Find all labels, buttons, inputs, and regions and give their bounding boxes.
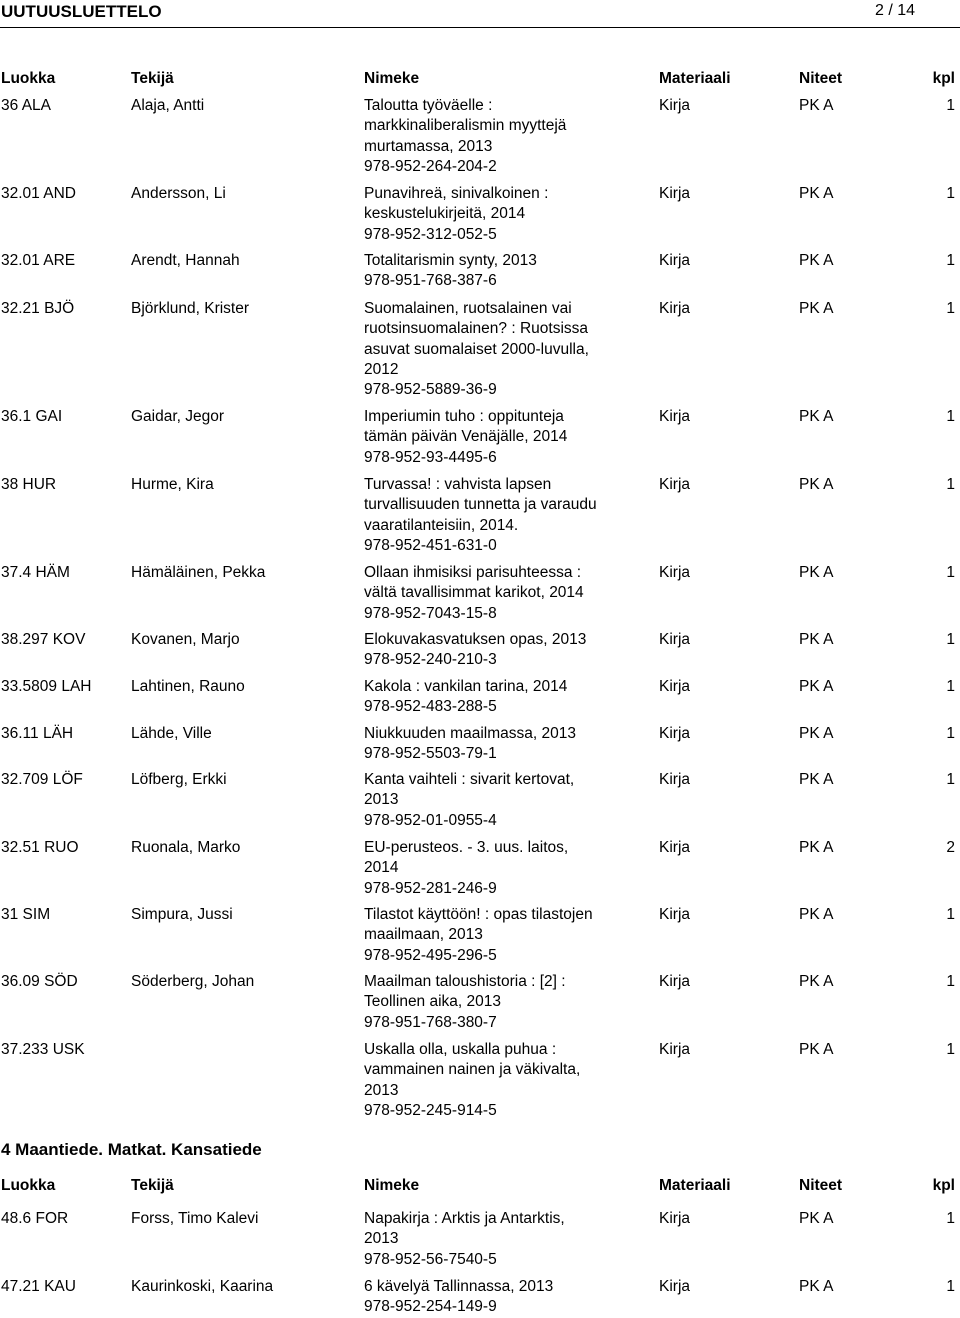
- nimeke-line: 978-951-768-380-7: [364, 1013, 497, 1031]
- cell-nimeke: [364, 630, 649, 671]
- cell-tekija: Alaja, Antti: [131, 97, 205, 114]
- cell-materiaali: Kirja: [659, 906, 691, 923]
- nimeke-line: 978-952-264-204-2: [364, 157, 497, 175]
- cell-nimeke: [364, 905, 649, 966]
- column-nimeke: Nimeke: [364, 70, 420, 87]
- cell-niteet: PK A: [799, 678, 834, 695]
- cell-materiaali: Kirja: [659, 725, 691, 742]
- cell-niteet: PK A: [799, 185, 834, 202]
- cell-materiaali: Kirja: [659, 185, 691, 202]
- cell-luokka: 36.1 GAI: [1, 408, 63, 425]
- cell-kpl: 1: [946, 1041, 955, 1058]
- cell-tekija: Kaurinkoski, Kaarina: [131, 1278, 274, 1295]
- cell-kpl: 1: [946, 631, 955, 648]
- cell-materiaali: Kirja: [659, 300, 691, 317]
- nimeke-line: Suomalainen, ruotsalainen vai: [364, 300, 572, 317]
- nimeke-line: Kanta vaihteli : sivarit kertovat,: [364, 771, 575, 788]
- cell-kpl: 1: [946, 252, 955, 269]
- column-kpl: kpl: [932, 1177, 955, 1194]
- nimeke-line: Ollaan ihmisiksi parisuhteessa :: [364, 564, 582, 581]
- cell-kpl: 1: [946, 97, 955, 114]
- nimeke-line: 978-952-495-296-5: [364, 946, 497, 964]
- nimeke-line: EU-perusteos. - 3. uus. laitos,: [364, 839, 569, 856]
- cell-kpl: 1: [946, 185, 955, 202]
- cell-materiaali: Kirja: [659, 631, 691, 648]
- nimeke-line: vammainen nainen ja väkivalta,: [364, 1061, 581, 1079]
- nimeke-line: 978-952-240-210-3: [364, 651, 497, 669]
- cell-tekija: Söderberg, Johan: [131, 973, 255, 990]
- cell-niteet: PK A: [799, 97, 834, 114]
- cell-luokka: 32.01 AND: [1, 185, 76, 202]
- cell-nimeke: [364, 407, 649, 468]
- nimeke-line: Totalitarismin synty, 2013: [364, 252, 537, 269]
- cell-tekija: Arendt, Hannah: [131, 252, 240, 269]
- nimeke-line: keskustelukirjeitä, 2014: [364, 205, 526, 223]
- document-title: UUTUUSLUETTELO: [1, 2, 162, 21]
- nimeke-line: ruotsinsuomalainen? : Ruotsissa: [364, 320, 589, 338]
- cell-kpl: 1: [946, 1278, 955, 1295]
- cell-materiaali: Kirja: [659, 476, 691, 493]
- cell-tekija: Hämäläinen, Pekka: [131, 564, 266, 581]
- nimeke-line: 978-952-281-246-9: [364, 879, 497, 897]
- nimeke-line: 978-952-5889-36-9: [364, 381, 497, 399]
- cell-nimeke: [364, 724, 649, 765]
- nimeke-line: 978-951-768-387-6: [364, 272, 497, 290]
- column-nimeke: Nimeke: [364, 1177, 420, 1194]
- cell-nimeke: [364, 1209, 649, 1270]
- cell-nimeke: [364, 838, 649, 899]
- cell-kpl: 1: [946, 564, 955, 581]
- column-niteet: Niteet: [799, 70, 843, 87]
- cell-tekija: Lahtinen, Rauno: [131, 678, 245, 695]
- nimeke-line: Niukkuuden maailmassa, 2013: [364, 725, 576, 742]
- nimeke-line: 6 kävelyä Tallinnassa, 2013: [364, 1278, 554, 1295]
- nimeke-line: 978-952-93-4495-6: [364, 448, 497, 466]
- nimeke-line: 2014: [364, 859, 399, 877]
- cell-tekija: Kovanen, Marjo: [131, 631, 240, 648]
- cell-materiaali: Kirja: [659, 771, 691, 788]
- cell-kpl: 1: [946, 678, 955, 695]
- cell-nimeke: [364, 563, 649, 624]
- cell-nimeke: [364, 1040, 649, 1121]
- cell-niteet: PK A: [799, 252, 834, 269]
- cell-nimeke: [364, 770, 649, 831]
- cell-tekija: Gaidar, Jegor: [131, 408, 225, 425]
- cell-tekija: Ruonala, Marko: [131, 839, 241, 856]
- nimeke-line: vaaratilanteisiin, 2014.: [364, 516, 519, 534]
- nimeke-line: maailmaan, 2013: [364, 926, 483, 944]
- cell-kpl: 1: [946, 476, 955, 493]
- column-niteet: Niteet: [799, 1177, 843, 1194]
- cell-nimeke: [364, 184, 649, 245]
- nimeke-line: 2013: [364, 1230, 399, 1248]
- cell-tekija: Forss, Timo Kalevi: [131, 1210, 259, 1227]
- nimeke-line: Elokuvakasvatuksen opas, 2013: [364, 631, 587, 648]
- cell-materiaali: Kirja: [659, 678, 691, 695]
- column-tekija: Tekijä: [131, 70, 174, 87]
- header-divider: [0, 27, 960, 28]
- nimeke-line: 978-952-254-149-9: [364, 1298, 497, 1316]
- cell-materiaali: Kirja: [659, 973, 691, 990]
- cell-nimeke: [364, 972, 649, 1033]
- cell-kpl: 2: [946, 839, 955, 856]
- cell-nimeke: [364, 96, 649, 177]
- column-header-2: [0, 1177, 960, 1197]
- nimeke-line: Imperiumin tuho : oppitunteja: [364, 408, 564, 425]
- cell-materiaali: Kirja: [659, 1210, 691, 1227]
- cell-luokka: 32.01 ARE: [1, 252, 76, 269]
- cell-luokka: 38 HUR: [1, 476, 57, 493]
- cell-niteet: PK A: [799, 906, 834, 923]
- cell-materiaali: Kirja: [659, 564, 691, 581]
- column-header: [0, 70, 960, 90]
- cell-niteet: PK A: [799, 973, 834, 990]
- cell-kpl: 1: [946, 725, 955, 742]
- nimeke-line: Taloutta työväelle :: [364, 97, 493, 114]
- section-title: 4 Maantiede. Matkat. Kansatiede: [1, 1140, 262, 1159]
- cell-tekija: Björklund, Krister: [131, 300, 250, 317]
- nimeke-line: tämän päivän Venäjälle, 2014: [364, 428, 568, 446]
- cell-materiaali: Kirja: [659, 1278, 691, 1295]
- cell-niteet: PK A: [799, 300, 834, 317]
- cell-niteet: PK A: [799, 564, 834, 581]
- column-luokka: Luokka: [1, 70, 56, 87]
- cell-luokka: 31 SIM: [1, 906, 51, 923]
- cell-kpl: 1: [946, 1210, 955, 1227]
- cell-niteet: PK A: [799, 476, 834, 493]
- cell-kpl: 1: [946, 408, 955, 425]
- cell-materiaali: Kirja: [659, 408, 691, 425]
- cell-kpl: 1: [946, 906, 955, 923]
- cell-nimeke: [364, 251, 649, 292]
- nimeke-line: 978-952-312-052-5: [364, 225, 497, 243]
- nimeke-line: Maailman taloushistoria : [2] :: [364, 973, 566, 990]
- cell-nimeke: [364, 299, 649, 400]
- cell-tekija: Simpura, Jussi: [131, 906, 233, 923]
- cell-niteet: PK A: [799, 771, 834, 788]
- cell-niteet: PK A: [799, 408, 834, 425]
- cell-materiaali: Kirja: [659, 252, 691, 269]
- cell-tekija: Lähde, Ville: [131, 725, 212, 742]
- nimeke-line: 978-952-245-914-5: [364, 1101, 497, 1119]
- cell-luokka: 32.709 LÖF: [1, 771, 83, 788]
- nimeke-line: markkinaliberalismin myyttejä: [364, 117, 567, 135]
- nimeke-line: 978-952-5503-79-1: [364, 745, 497, 763]
- cell-luokka: 38.297 KOV: [1, 631, 86, 648]
- nimeke-line: murtamassa, 2013: [364, 137, 493, 155]
- cell-luokka: 36 ALA: [1, 97, 51, 114]
- nimeke-line: 978-952-01-0955-4: [364, 811, 497, 829]
- nimeke-line: 978-952-483-288-5: [364, 698, 497, 716]
- nimeke-line: 2013: [364, 791, 399, 809]
- cell-luokka: 47.21 KAU: [1, 1278, 76, 1295]
- cell-nimeke: [364, 475, 649, 556]
- cell-niteet: PK A: [799, 839, 834, 856]
- nimeke-line: asuvat suomalaiset 2000-luvulla,: [364, 340, 589, 358]
- cell-luokka: 32.21 BJÖ: [1, 300, 75, 317]
- cell-kpl: 1: [946, 771, 955, 788]
- cell-luokka: 48.6 FOR: [1, 1210, 69, 1227]
- cell-materiaali: Kirja: [659, 97, 691, 114]
- nimeke-line: 978-952-56-7540-5: [364, 1250, 497, 1268]
- cell-nimeke: [364, 1277, 649, 1318]
- cell-niteet: PK A: [799, 725, 834, 742]
- cell-materiaali: Kirja: [659, 839, 691, 856]
- cell-niteet: PK A: [799, 631, 834, 648]
- nimeke-line: 2012: [364, 360, 399, 378]
- cell-luokka: 36.09 SÖD: [1, 973, 78, 990]
- column-tekija: Tekijä: [131, 1177, 174, 1194]
- nimeke-line: Napakirja : Arktis ja Antarktis,: [364, 1210, 565, 1227]
- nimeke-line: Uskalla olla, uskalla puhua :: [364, 1041, 557, 1058]
- nimeke-line: vältä tavallisimmat karikot, 2014: [364, 584, 584, 602]
- nimeke-line: turvallisuuden tunnetta ja varaudu: [364, 496, 597, 514]
- column-materiaali: Materiaali: [659, 1177, 731, 1194]
- nimeke-line: Punavihreä, sinivalkoinen :: [364, 185, 549, 202]
- cell-luokka: 37.4 HÄM: [1, 564, 70, 581]
- cell-tekija: Andersson, Li: [131, 185, 226, 202]
- cell-luokka: 32.51 RUO: [1, 839, 79, 856]
- cell-luokka: 33.5809 LAH: [1, 678, 92, 695]
- nimeke-line: 978-952-7043-15-8: [364, 604, 497, 622]
- page-header: [0, 2, 960, 24]
- nimeke-line: Kakola : vankilan tarina, 2014: [364, 678, 568, 695]
- cell-niteet: PK A: [799, 1210, 834, 1227]
- nimeke-line: Tilastot käyttöön! : opas tilastojen: [364, 906, 593, 923]
- cell-niteet: PK A: [799, 1278, 834, 1295]
- nimeke-line: Teollinen aika, 2013: [364, 993, 502, 1011]
- nimeke-line: 978-952-451-631-0: [364, 536, 497, 554]
- cell-tekija: Hurme, Kira: [131, 476, 214, 493]
- cell-tekija: Löfberg, Erkki: [131, 771, 227, 788]
- cell-nimeke: [364, 677, 649, 718]
- cell-kpl: 1: [946, 973, 955, 990]
- column-luokka: Luokka: [1, 1177, 56, 1194]
- cell-niteet: PK A: [799, 1041, 834, 1058]
- cell-materiaali: Kirja: [659, 1041, 691, 1058]
- page-number: 2 / 14: [874, 2, 915, 19]
- column-materiaali: Materiaali: [659, 70, 731, 87]
- cell-kpl: 1: [946, 300, 955, 317]
- nimeke-line: 2013: [364, 1081, 399, 1099]
- nimeke-line: Turvassa! : vahvista lapsen: [364, 476, 552, 493]
- cell-luokka: 37.233 USK: [1, 1041, 85, 1058]
- cell-luokka: 36.11 LÄH: [1, 725, 74, 742]
- column-kpl: kpl: [932, 70, 955, 87]
